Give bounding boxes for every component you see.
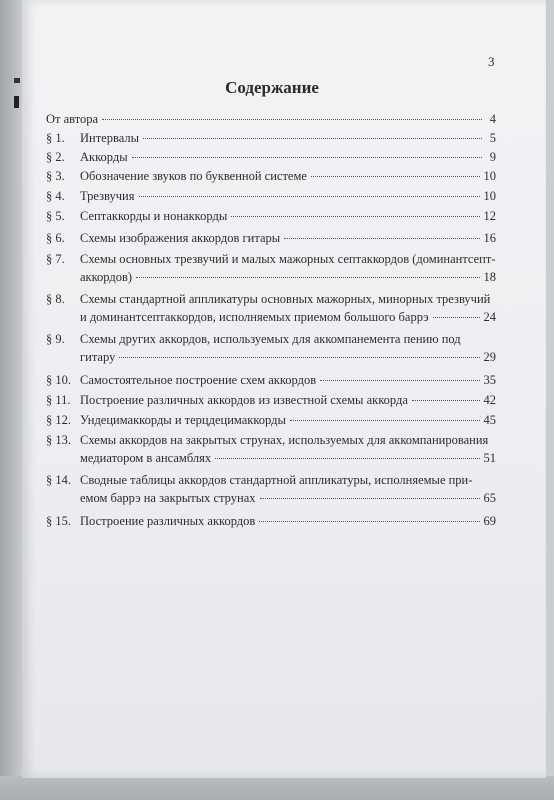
toc-entry-line: [46, 110, 496, 128]
toc-section-number: § 2.: [46, 150, 65, 164]
toc-entry: [46, 129, 496, 147]
toc-entry: [46, 250, 496, 286]
toc-section-number: § 7.: [46, 252, 65, 266]
toc-entry-line: [46, 371, 496, 389]
toc-entry: [46, 431, 496, 467]
dot-leader: [119, 357, 479, 358]
toc-entry-text: Построение различных аккордов: [80, 514, 256, 528]
toc-entry-text: емом баррэ на закрытых струнах: [80, 491, 256, 505]
toc-entry-line: [46, 449, 496, 467]
toc-entry-text: Схемы основных трезвучий и малых мажорных септаккордов (доминантсепт-: [80, 252, 496, 266]
toc-entry-line: [46, 290, 496, 308]
table-surface: [0, 776, 554, 800]
toc-entry-text: Схемы аккордов на закрытых струнах, используемых для аккомпанирования: [80, 433, 489, 447]
toc-entry-line: [46, 250, 496, 268]
toc-page-number: 29: [483, 350, 496, 364]
dot-leader: [136, 277, 479, 278]
page-title: Содержание: [225, 78, 319, 97]
toc-entry: [46, 330, 496, 366]
toc-entry-text: Самостоятельное построение схем аккордов: [80, 373, 317, 387]
toc-page-number: 42: [483, 393, 496, 407]
toc-entry-text: От автора: [46, 112, 99, 126]
toc-entry-line: [46, 129, 496, 147]
toc-entry-line: [46, 308, 496, 326]
toc-page-number: 4: [489, 112, 496, 126]
toc-entry-line: [46, 229, 496, 247]
toc-entry-text: Трезвучия: [80, 189, 135, 203]
toc-section-number: § 1.: [46, 131, 65, 145]
toc-entry: [46, 471, 496, 507]
toc-section-number: § 13.: [46, 433, 71, 447]
toc-page-number: 9: [489, 150, 496, 164]
dot-leader: [260, 498, 480, 499]
dot-leader: [139, 196, 480, 197]
toc-page-number: 18: [483, 270, 496, 284]
dot-leader: [284, 238, 479, 239]
binding-mark: [14, 96, 19, 108]
toc-page-number: 45: [483, 413, 496, 427]
toc-entry: [46, 187, 496, 205]
toc-entry-line: [46, 411, 496, 429]
toc-entry-line: [46, 268, 496, 286]
dot-leader: [412, 400, 480, 401]
toc-page-number: 65: [483, 491, 496, 505]
toc-entry-line: [46, 167, 496, 185]
toc-entry-text: Сводные таблицы аккордов стандартной аппликатуры, исполняемые при-: [80, 473, 473, 487]
toc-entry-line: [46, 431, 496, 449]
toc-page-number: 35: [483, 373, 496, 387]
toc-entry: [46, 391, 496, 409]
dot-leader: [132, 157, 482, 158]
toc-entry-text: Интервалы: [80, 131, 140, 145]
toc-entry-line: [46, 512, 496, 530]
toc-entry-text: гитару: [80, 350, 116, 364]
binding-mark: [14, 78, 20, 83]
toc-page-number: 16: [483, 231, 496, 245]
toc-entry: [46, 110, 496, 128]
toc-entry-text: Септаккорды и нонаккорды: [80, 209, 228, 223]
toc-entry: [46, 371, 496, 389]
toc-page-number: 10: [483, 169, 496, 183]
toc-entry: [46, 207, 496, 225]
dot-leader: [433, 317, 480, 318]
dot-leader: [320, 380, 479, 381]
toc-section-number: § 3.: [46, 169, 65, 183]
toc-section-number: § 12.: [46, 413, 71, 427]
toc-section-number: § 6.: [46, 231, 65, 245]
toc-entry-text: Ундецимаккорды и терцдецимаккорды: [80, 413, 286, 427]
toc-entry-line: [46, 391, 496, 409]
dot-leader: [231, 216, 479, 217]
toc-entry-text: Построение различных аккордов из известной схемы аккорда: [80, 393, 408, 407]
toc-entry-text: Схемы изображения аккордов гитары: [80, 231, 281, 245]
dot-leader: [290, 420, 480, 421]
toc-entry-line: [46, 348, 496, 366]
toc-entry-line: [46, 330, 496, 348]
binding-edge: [0, 0, 22, 800]
toc-entry: [46, 512, 496, 530]
toc-entry-text: Обозначение звуков по буквенной системе: [80, 169, 307, 183]
toc-entry-text: аккордов): [80, 270, 133, 284]
toc-section-number: § 10.: [46, 373, 71, 387]
dot-leader: [143, 138, 482, 139]
toc-page-number: 5: [489, 131, 496, 145]
dot-leader: [102, 119, 482, 120]
toc-page-number: 24: [483, 310, 496, 324]
toc-entry-text: и доминантсептаккордов, исполняемых приемом большого баррэ: [80, 310, 429, 324]
dot-leader: [215, 458, 479, 459]
toc-page-number: 51: [483, 451, 496, 465]
toc-entry: [46, 167, 496, 185]
toc-section-number: § 5.: [46, 209, 65, 223]
toc-page-number: 12: [483, 209, 496, 223]
toc-entry-line: [46, 489, 496, 507]
page-number: 3: [488, 54, 495, 69]
toc-section-number: § 11.: [46, 393, 71, 407]
toc-entry-text: медиатором в ансамблях: [80, 451, 212, 465]
toc-section-number: § 15.: [46, 514, 71, 528]
toc-section-number: § 8.: [46, 292, 65, 306]
toc-page-number: 10: [483, 189, 496, 203]
toc-entry-line: [46, 471, 496, 489]
dot-leader: [259, 521, 479, 522]
toc-entry: [46, 411, 496, 429]
toc-entry-line: [46, 187, 496, 205]
toc-entry-text: Аккорды: [80, 150, 128, 164]
toc-entry: [46, 229, 496, 247]
book-page: [22, 0, 546, 778]
toc-entry-text: Схемы других аккордов, используемых для аккомпанемента пению под: [80, 332, 461, 346]
toc-section-number: § 14.: [46, 473, 71, 487]
toc-page-number: 69: [483, 514, 496, 528]
toc-entry: [46, 148, 496, 166]
toc-section-number: § 4.: [46, 189, 65, 203]
toc-entry: [46, 290, 496, 326]
toc-entry-line: [46, 148, 496, 166]
dot-leader: [311, 176, 480, 177]
toc-entry-text: Схемы стандартной аппликатуры основных мажорных, минорных трезвучий: [80, 292, 491, 306]
toc-entry-line: [46, 207, 496, 225]
toc-section-number: § 9.: [46, 332, 65, 346]
